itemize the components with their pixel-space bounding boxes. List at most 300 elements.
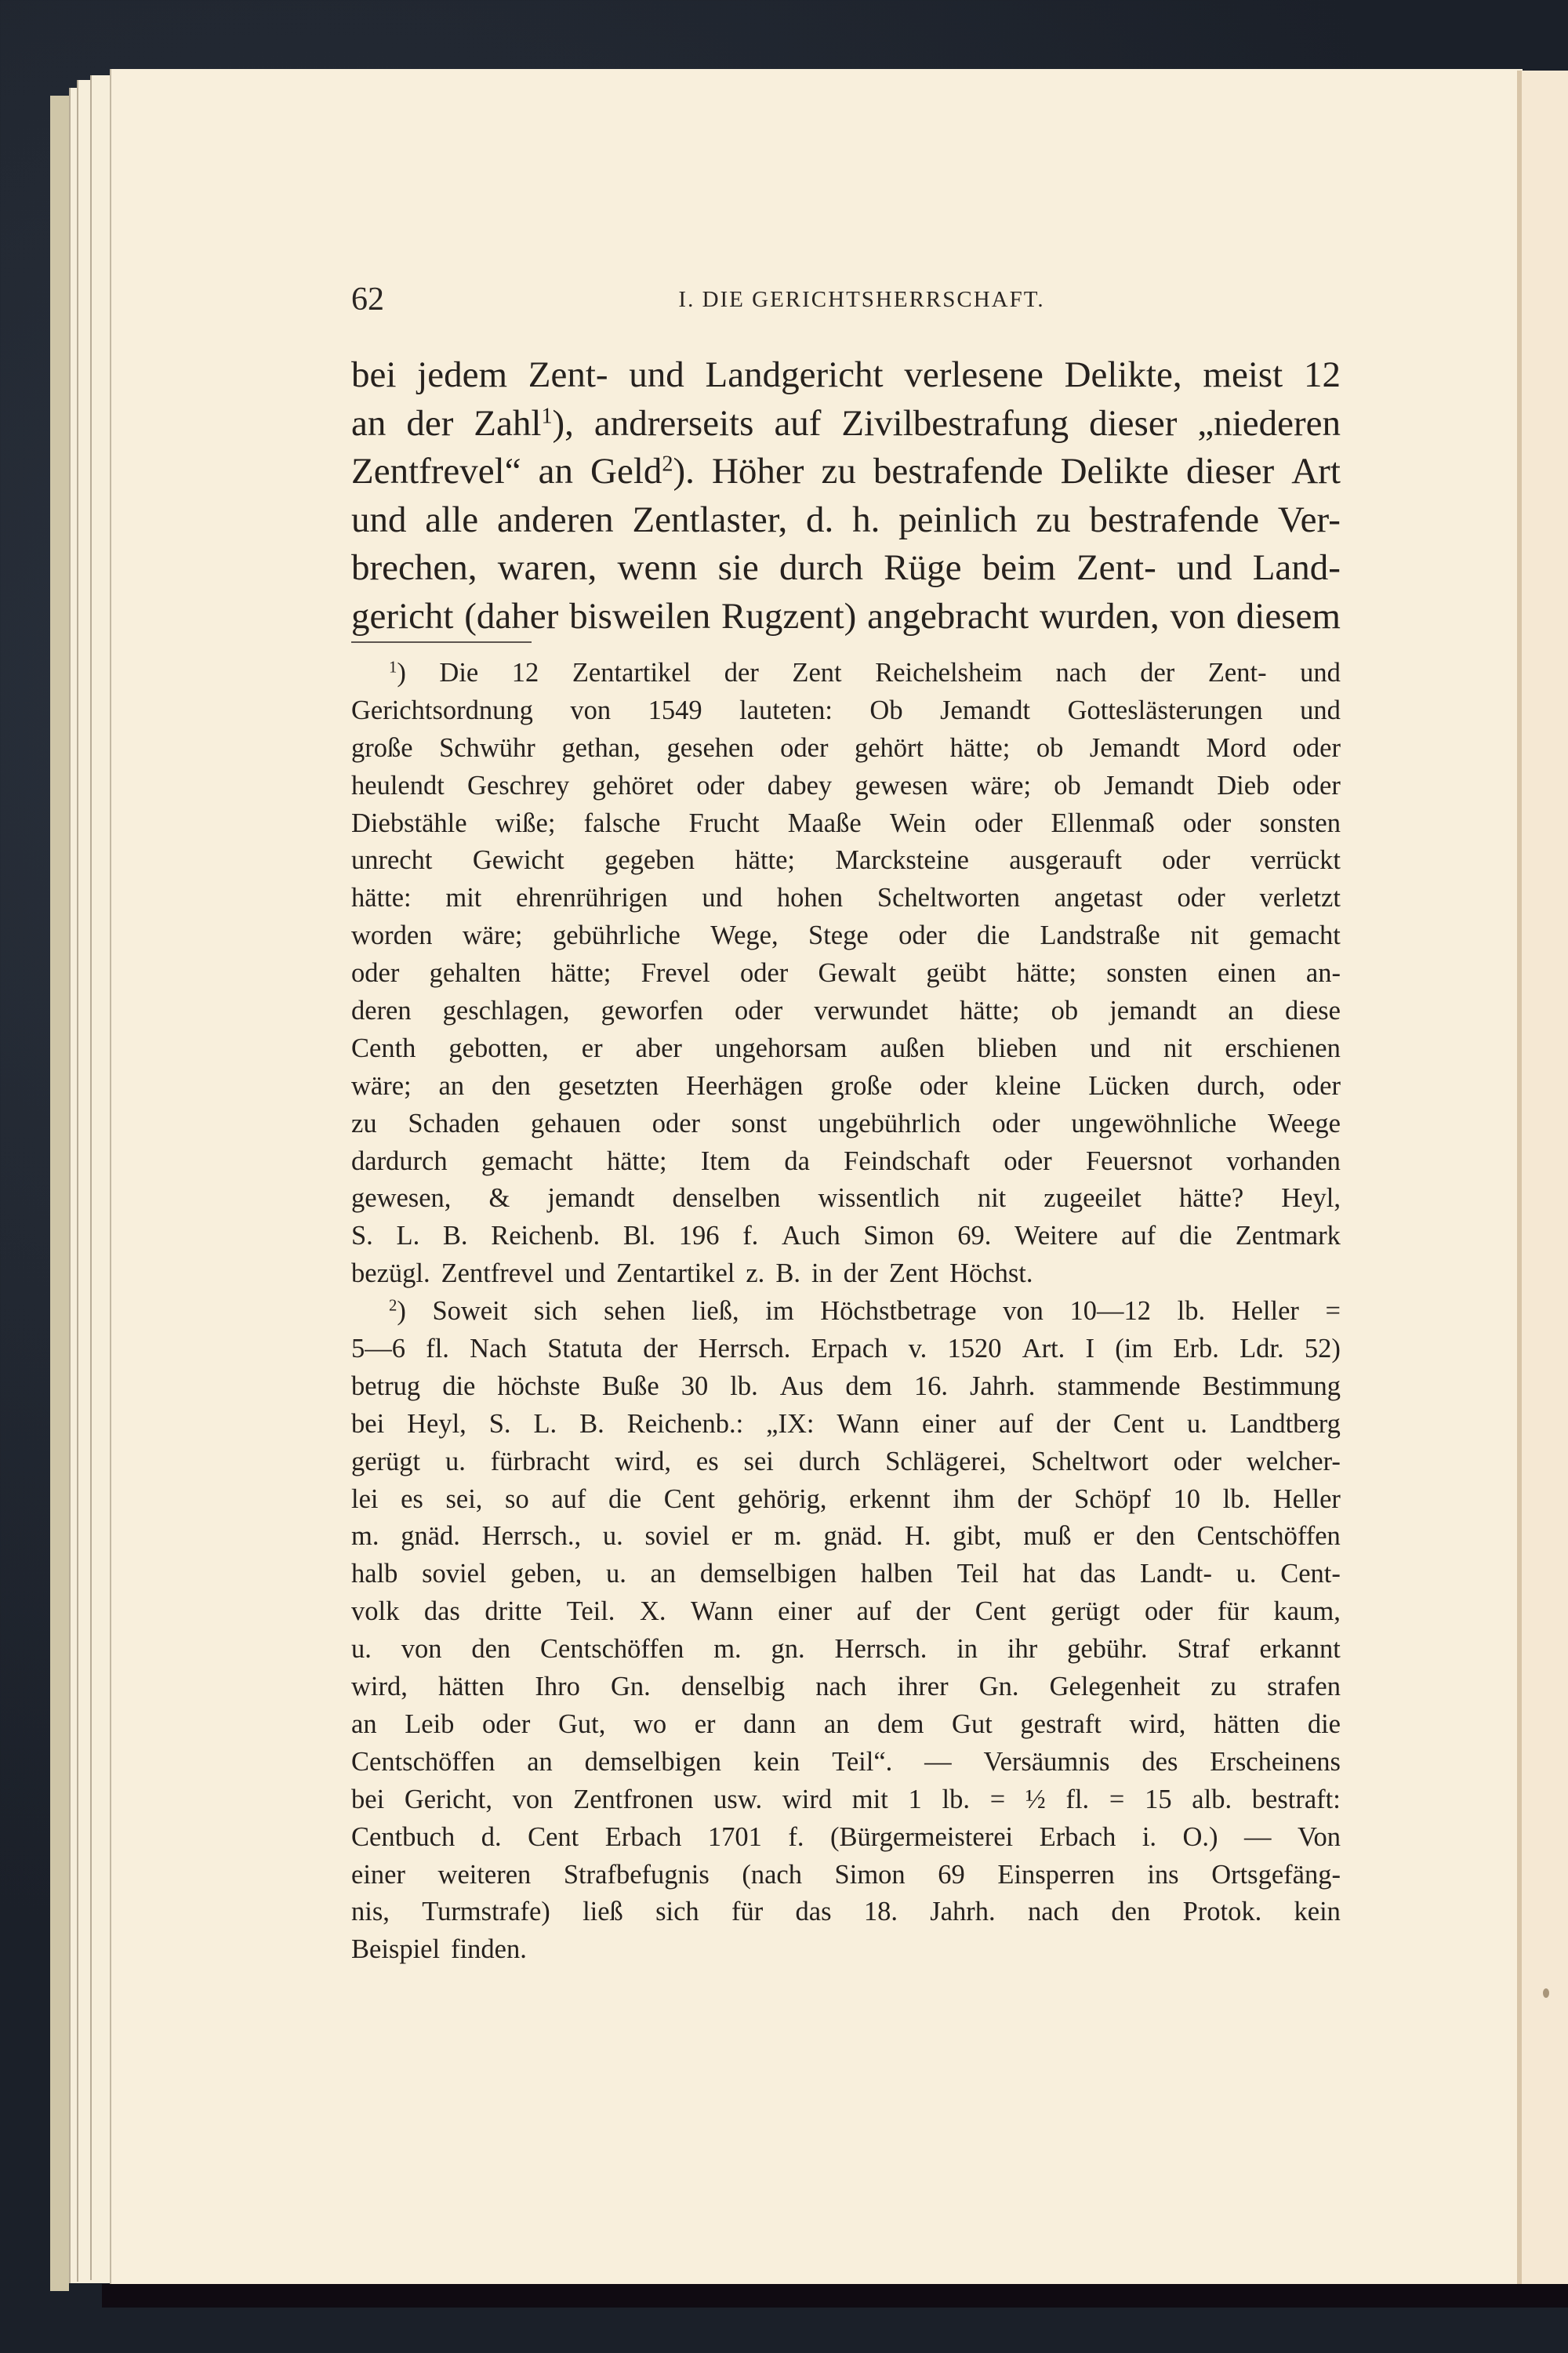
text-line (351, 1669, 1341, 1706)
word: Zent- (528, 354, 608, 395)
word: 15 (1145, 1784, 1172, 1814)
word: das (423, 1596, 460, 1627)
word: mit (445, 883, 482, 913)
text-line (351, 1593, 1341, 1631)
text-line (351, 496, 1341, 545)
word: i. (1142, 1821, 1157, 1852)
word: wurden, (1040, 595, 1160, 637)
word: Teil“. (832, 1746, 893, 1777)
word: gerügt (1051, 1596, 1120, 1627)
word: (daher (464, 595, 559, 637)
word: den (492, 1070, 531, 1101)
word: ob (1054, 770, 1081, 801)
word: Landgericht (705, 354, 884, 395)
word: der (643, 1334, 678, 1364)
word: Herrsch. (698, 1334, 791, 1364)
word: Dieb (1217, 770, 1270, 801)
text-line (351, 1368, 1341, 1406)
word: dardurch (351, 1146, 448, 1176)
word: dabey (767, 770, 833, 801)
word: falsche (583, 808, 661, 838)
word: das (795, 1897, 832, 1927)
word: oder (652, 1108, 701, 1138)
word: gericht (351, 595, 454, 637)
word: Centschöffen (540, 1634, 684, 1665)
word: nach (1055, 658, 1107, 688)
word: bei (351, 1408, 385, 1439)
text-line (351, 730, 1341, 768)
word: ihm (953, 1483, 995, 1514)
word: hätte? (1178, 1183, 1244, 1214)
word: muß (1023, 1521, 1072, 1552)
word: und (1090, 1033, 1131, 1063)
word: verrückt (1250, 845, 1341, 876)
word: und (564, 1258, 606, 1289)
text-line (351, 1106, 1341, 1143)
word: kein (1294, 1897, 1341, 1927)
word: ließ (583, 1897, 623, 1927)
word: Jemandt (1104, 770, 1194, 801)
word: Cent (528, 1821, 579, 1852)
word: heulendt (351, 770, 445, 801)
word: gnäd. (401, 1521, 460, 1552)
word: Landt- (1139, 1559, 1212, 1589)
word: peinlich (898, 499, 1018, 540)
word: Rugzent) (721, 595, 857, 637)
word: — (924, 1746, 952, 1777)
word: Gotteslästerungen (1067, 695, 1263, 725)
word: Leib (405, 1708, 455, 1739)
word: dem (845, 1371, 892, 1401)
word: nach (1027, 1897, 1080, 1927)
word: Wann (837, 1408, 900, 1439)
word: Item (700, 1146, 751, 1176)
word: bestraft: (1251, 1784, 1341, 1814)
word: Zentfronen (573, 1784, 694, 1814)
text-line (351, 1744, 1341, 1781)
word: Frucht (688, 808, 760, 838)
word: Die (439, 658, 479, 688)
word: halben (860, 1559, 933, 1589)
word: gebührliche (552, 921, 681, 951)
word: Simon (863, 1221, 935, 1251)
word: Zahl$^1$), (474, 402, 574, 444)
word: B. (579, 1408, 604, 1439)
word: m. (774, 1521, 802, 1552)
word: an (1228, 996, 1254, 1026)
word: lb. (730, 1371, 758, 1401)
word: er (1093, 1521, 1115, 1552)
word: Zent- (1076, 547, 1156, 588)
word: ½ (1025, 1784, 1046, 1814)
word: blieben (977, 1033, 1058, 1063)
word: es (401, 1483, 423, 1514)
word: Beispiel (351, 1934, 441, 1965)
word: Bestimmung (1202, 1371, 1341, 1401)
word: die (608, 1483, 642, 1514)
word: zu (821, 451, 856, 492)
word: die (1178, 1221, 1213, 1251)
word: Zivilbestrafung (841, 402, 1069, 444)
word: den (1135, 1521, 1175, 1552)
word: Nach (470, 1334, 527, 1364)
word: Teil. (566, 1596, 615, 1627)
word: die (442, 1371, 476, 1401)
word: dann (743, 1708, 797, 1739)
word: Art. (1022, 1334, 1065, 1364)
word: der (843, 1258, 878, 1289)
word: Erbach (1039, 1821, 1116, 1852)
footnotes (351, 655, 1341, 1969)
word: Soweit (432, 1296, 508, 1327)
word: die (1307, 1708, 1341, 1739)
text-line (351, 1781, 1341, 1819)
word: Zentfrevel (441, 1258, 554, 1289)
word: wird, (1129, 1708, 1186, 1739)
word: oder (739, 958, 789, 989)
word: gesetzten (557, 1070, 659, 1101)
text-line (351, 1481, 1341, 1519)
word: gibt, (953, 1521, 1002, 1552)
word: von (570, 695, 612, 725)
word: verlesene (904, 354, 1044, 395)
text-line (351, 1180, 1341, 1218)
word: und (629, 354, 684, 395)
word: angetast (1054, 883, 1143, 913)
text-line (351, 1068, 1341, 1106)
word: S. (351, 1221, 373, 1251)
word: auf (998, 1408, 1033, 1439)
word: 10—12 (1069, 1296, 1151, 1327)
word: 52) (1304, 1334, 1341, 1364)
text-line (351, 400, 1341, 448)
word: Versäumnis (983, 1746, 1110, 1777)
word: u. (1236, 1559, 1257, 1589)
word: welcher- (1246, 1446, 1341, 1476)
word: den (471, 1634, 511, 1665)
text-line (351, 1218, 1341, 1255)
word: von (512, 1784, 554, 1814)
word: wäre; (971, 770, 1032, 801)
word: Jahrh. (930, 1897, 996, 1927)
word: Erscheinens (1210, 1746, 1341, 1777)
word: Ldr. (1240, 1334, 1284, 1364)
text-line (351, 1030, 1341, 1068)
word: 12 (511, 658, 539, 688)
word: hätte; (959, 996, 1020, 1026)
word: auf (774, 402, 822, 444)
running-head: I. DIE GERICHTSHERRSCHAFT. (678, 287, 1045, 312)
word: Geschrey (467, 770, 570, 801)
word: hätte; (735, 845, 796, 876)
word: kein (753, 1746, 800, 1777)
word: und (1300, 658, 1341, 688)
footnote-1-start (351, 655, 1341, 692)
text-line (351, 351, 1341, 400)
page-number: 62 (351, 281, 384, 318)
word: Cent (663, 1483, 715, 1514)
word: oder (734, 996, 783, 1026)
word: Gut (952, 1708, 993, 1739)
word: usw. (713, 1784, 763, 1814)
word: Delikte (1060, 451, 1169, 492)
word: Erb. (1173, 1334, 1219, 1364)
text-line (351, 448, 1341, 496)
word: Herrsch. (834, 1634, 927, 1665)
word: Protok. (1182, 1897, 1262, 1927)
word: oder (1145, 1596, 1193, 1627)
word: Ellenmaß (1051, 808, 1155, 838)
word: gebotten, (448, 1033, 549, 1063)
word: alb. (1192, 1784, 1232, 1814)
footnote-ref: 1 (541, 404, 553, 428)
word: 5—6 (351, 1334, 405, 1364)
word: oder (1292, 732, 1341, 763)
word: an (650, 1559, 677, 1589)
word: (nach (742, 1859, 802, 1890)
word: ungebührlich (818, 1108, 961, 1138)
word: an (351, 1708, 377, 1739)
word: 18. (863, 1897, 898, 1927)
word: Ortsgefäng- (1211, 1859, 1341, 1890)
word: lei (351, 1483, 379, 1514)
text-line (351, 1443, 1341, 1481)
word: Weege (1267, 1108, 1341, 1138)
text-line (351, 1255, 1341, 1293)
word: ob (1051, 996, 1079, 1026)
word: Land- (1252, 547, 1341, 588)
word: Ver- (1277, 499, 1341, 540)
word: gestraft (1020, 1708, 1102, 1739)
word: gemacht (1249, 921, 1341, 951)
word: ließ, (691, 1296, 739, 1327)
word: Ob (869, 695, 903, 725)
word: oder (1162, 845, 1210, 876)
word: stammende (1057, 1371, 1181, 1401)
word: Centschöffen (1196, 1521, 1341, 1552)
word: h. (852, 499, 880, 540)
word: soviel (644, 1521, 710, 1552)
word: Heyl, (1281, 1183, 1341, 1214)
word: gn. (771, 1634, 805, 1665)
word: Reichelsheim (875, 658, 1022, 688)
word: große (351, 732, 413, 763)
word: 10 (1173, 1483, 1201, 1514)
word: Bl. (622, 1221, 656, 1251)
word: Buße (601, 1371, 659, 1401)
word: höchste (497, 1371, 580, 1401)
word: diesem (1236, 595, 1341, 637)
word: Gewicht (472, 845, 564, 876)
word: hätte: (351, 883, 412, 913)
word: 1701 (707, 1821, 762, 1852)
word: für (1217, 1596, 1250, 1627)
word: B. (775, 1258, 800, 1289)
text-line (351, 544, 1341, 593)
word: Geld$^2$). (590, 451, 695, 492)
word: Zentlaster, (632, 499, 788, 540)
word: andrerseits (593, 402, 754, 444)
word: Zentmark (1235, 1221, 1341, 1251)
word: bisweilen (569, 595, 711, 637)
word: ihrer (897, 1672, 949, 1702)
word: zu (1036, 499, 1071, 540)
word: oder (1292, 770, 1341, 801)
word: außen (880, 1033, 945, 1063)
word: nit (1163, 1033, 1192, 1063)
word: Art (1291, 451, 1341, 492)
word: wird, (615, 1446, 671, 1476)
word: Diebstähle (351, 808, 467, 838)
word: Cent (975, 1596, 1026, 1627)
word: Gerichtsordnung (351, 695, 533, 725)
word: da (784, 1146, 810, 1176)
word: Schlägerei, (885, 1446, 1007, 1476)
word: 1 (908, 1784, 922, 1814)
word: Wege, (710, 921, 779, 951)
word: der (916, 1596, 951, 1627)
word: oder (975, 808, 1023, 838)
word: an (438, 1070, 465, 1101)
word: lb. (1222, 1483, 1251, 1514)
word: „niederen (1197, 402, 1341, 444)
word: so (505, 1483, 529, 1514)
word: jemandt (1109, 996, 1197, 1026)
word: f. (742, 1221, 759, 1251)
word: an (538, 451, 573, 492)
word: in (956, 1634, 978, 1665)
word: betrug (351, 1371, 421, 1401)
word: gehauen (531, 1108, 621, 1138)
word: sonsten (1106, 958, 1188, 989)
word: u. (602, 1521, 623, 1552)
text-line (351, 1706, 1341, 1744)
word: Auch (782, 1221, 840, 1251)
word: Zentartikel (572, 658, 691, 688)
word: verwundet (814, 996, 928, 1026)
word: der (1140, 658, 1175, 688)
word: erkannt (1259, 1634, 1341, 1665)
paper-blemish (1543, 1988, 1549, 1998)
footnote-ref: 2 (662, 452, 673, 477)
word: kleine (995, 1070, 1062, 1101)
word: = (989, 1784, 1006, 1814)
word: ungewöhnliche (1071, 1108, 1237, 1138)
text-line (351, 1556, 1341, 1593)
word: im (765, 1296, 794, 1327)
word: geübt (926, 958, 987, 989)
footnote-marker: $^2$) (389, 1296, 406, 1327)
word: Einsperren (997, 1859, 1115, 1890)
text-line (351, 917, 1341, 955)
word: Erbach (604, 1821, 682, 1852)
word: brechen, (351, 547, 477, 588)
word: Delikte, (1064, 354, 1182, 395)
word: Schöpf (1074, 1483, 1151, 1514)
word: geschlagen, (442, 996, 570, 1026)
word: hätte; (550, 958, 612, 989)
word: m. (713, 1634, 742, 1665)
word: auf (856, 1596, 891, 1627)
text-line (351, 1931, 1341, 1969)
word: worden (351, 921, 433, 951)
word: S. (488, 1408, 511, 1439)
word: Jemandt (1089, 732, 1180, 763)
word: in (811, 1258, 833, 1289)
word: wo (633, 1708, 667, 1739)
word: Zentartikel (616, 1258, 735, 1289)
word: dritte (485, 1596, 543, 1627)
page-shadow (102, 2284, 1568, 2308)
word: der (1017, 1483, 1052, 1514)
word: gnäd. (823, 1521, 884, 1552)
word: z. (746, 1258, 765, 1289)
word: Zent- (1207, 658, 1267, 688)
word: Landstraße (1040, 921, 1160, 951)
word: an (527, 1746, 553, 1777)
word: von (1003, 1296, 1044, 1327)
word: Feindschaft (844, 1146, 971, 1176)
word: wissentlich (818, 1183, 940, 1214)
word: einer (351, 1859, 405, 1890)
word: der (724, 658, 759, 688)
word: Erpach (811, 1334, 888, 1364)
text-line (351, 1331, 1341, 1368)
word: weiteren (437, 1859, 532, 1890)
text-line (351, 993, 1341, 1030)
word: bestrafende (873, 451, 1044, 492)
body-paragraph (351, 351, 1341, 641)
word: durch, (1196, 1070, 1265, 1101)
text-line (351, 880, 1341, 917)
text-line (351, 768, 1341, 805)
word: einen (1217, 958, 1276, 989)
word: denselbig (681, 1672, 786, 1702)
word: v. (908, 1334, 927, 1364)
word: 12 (1303, 354, 1341, 395)
word: gemacht (481, 1146, 573, 1176)
word: Statuta (547, 1334, 623, 1364)
word: das (1080, 1559, 1116, 1589)
word: der (406, 402, 454, 444)
word: 196 (678, 1221, 720, 1251)
word: geworfen (601, 996, 703, 1026)
word: gegeben (604, 845, 695, 876)
word: fürbracht (490, 1446, 590, 1476)
word: finden. (451, 1934, 527, 1965)
word: deren (351, 996, 412, 1026)
text-line (351, 1894, 1341, 1931)
word: fl. (426, 1334, 449, 1364)
word: Gewalt (818, 958, 897, 989)
word: d. (481, 1821, 502, 1852)
word: 30 (681, 1371, 709, 1401)
word: von (1170, 595, 1226, 637)
word: Ihro (535, 1672, 580, 1702)
word: Zent (792, 658, 842, 688)
word: ihr (1007, 1634, 1038, 1665)
word: meist (1203, 354, 1283, 395)
word: hätten (1213, 1708, 1280, 1739)
word: nit (1190, 921, 1219, 951)
adjacent-page-edge (1517, 71, 1568, 2286)
word: auf (1121, 1221, 1156, 1251)
word: Höchst. (949, 1258, 1033, 1289)
word: dieser (1089, 402, 1178, 444)
word: „IX: (766, 1408, 815, 1439)
word: Wann (690, 1596, 753, 1627)
word: sie (717, 547, 759, 588)
